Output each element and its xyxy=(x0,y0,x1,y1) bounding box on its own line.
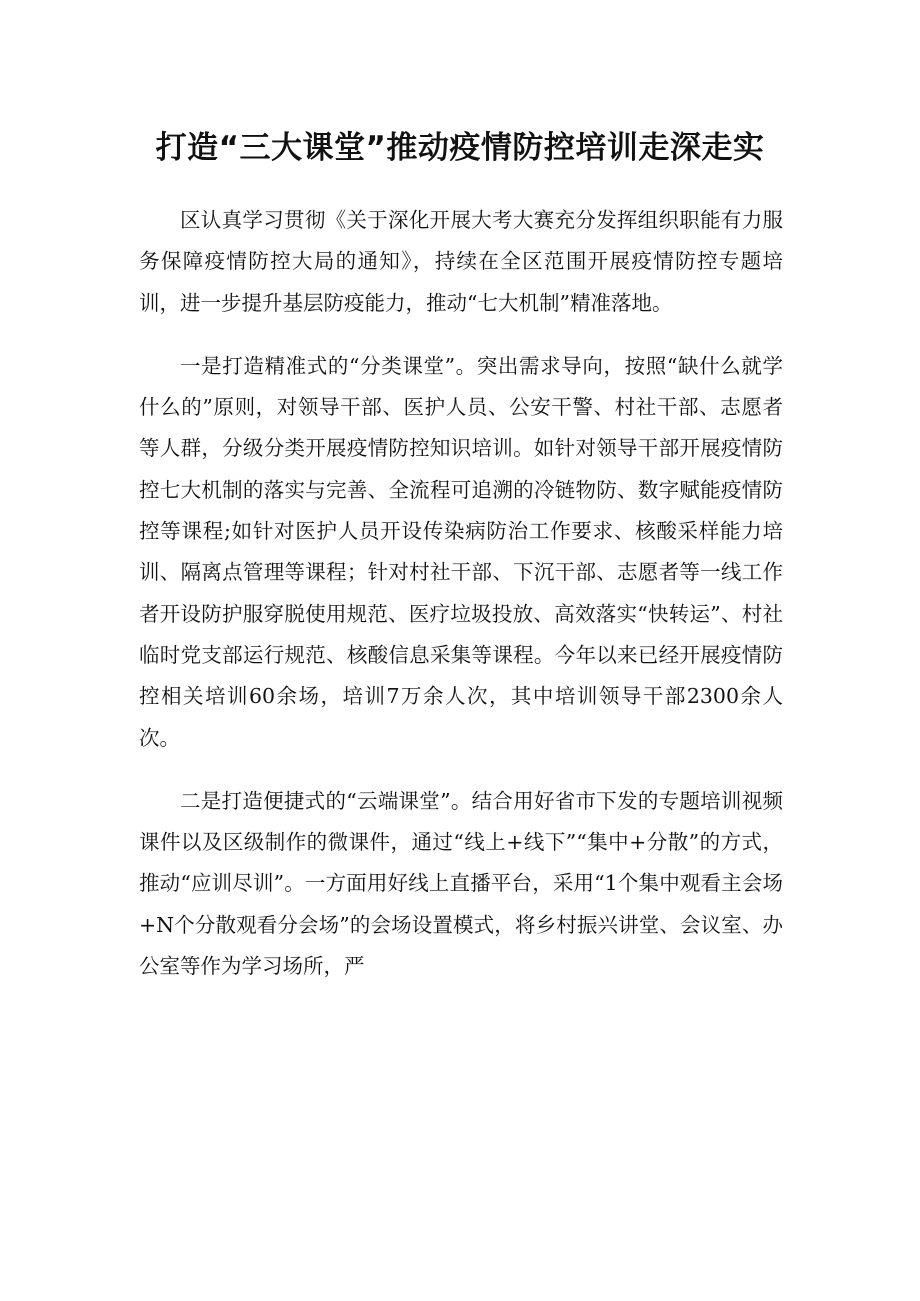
paragraph-classified-classroom: 一是打造精准式的“分类课堂”。突出需求导向，按照“缺什么就学什么的”原则，对领导干部、医护人员、公安干警、村社干部、志愿者等人群，分级分类开展疫情防控知识培训。如针对领导干部开展疫情防控七大机制的落实与完善、全流程可追溯的冷链物防、数字赋能疫情防控等课程;如针对医护人员开设传染病防治工作要求、核酸采样能力培训、隔离点管理等课程；针对村社干部、下沉干部、志愿者等一线工作者开设防护服穿脱使用规范、医疗垃圾投放、高效落实“快转运”、村社临时党支部运行规范、核酸信息采集等课程。今年以来已经开展疫情防控相关培训60余场，培训7万余人次，其中培训领导干部2300余人次。 xyxy=(139,353,783,750)
document-body xyxy=(139,200,783,987)
paragraph-cloud-classroom: 二是打造便捷式的“云端课堂”。结合用好省市下发的专题培训视频课件以及区级制作的微课件，通过“线上+线下”“集中+分散”的方式，推动“应训尽训”。一方面用好线上直播平台，采用“1个集中观看主会场+N个分散观看分会场”的会场设置模式，将乡村振兴讲堂、会议室、办公室等作为学习场所，严 xyxy=(139,788,783,979)
paragraph-intro: 区认真学习贯彻《关于深化开展大考大赛充分发挥组织职能有力服务保障疫情防控大局的通知》，持续在全区范围开展疫情防控专题培训，进一步提升基层防疫能力，推动“七大机制”精准落地。 xyxy=(139,208,783,315)
document-title: 打造“三大课堂”推动疫情防控培训走深走实 xyxy=(155,130,765,166)
